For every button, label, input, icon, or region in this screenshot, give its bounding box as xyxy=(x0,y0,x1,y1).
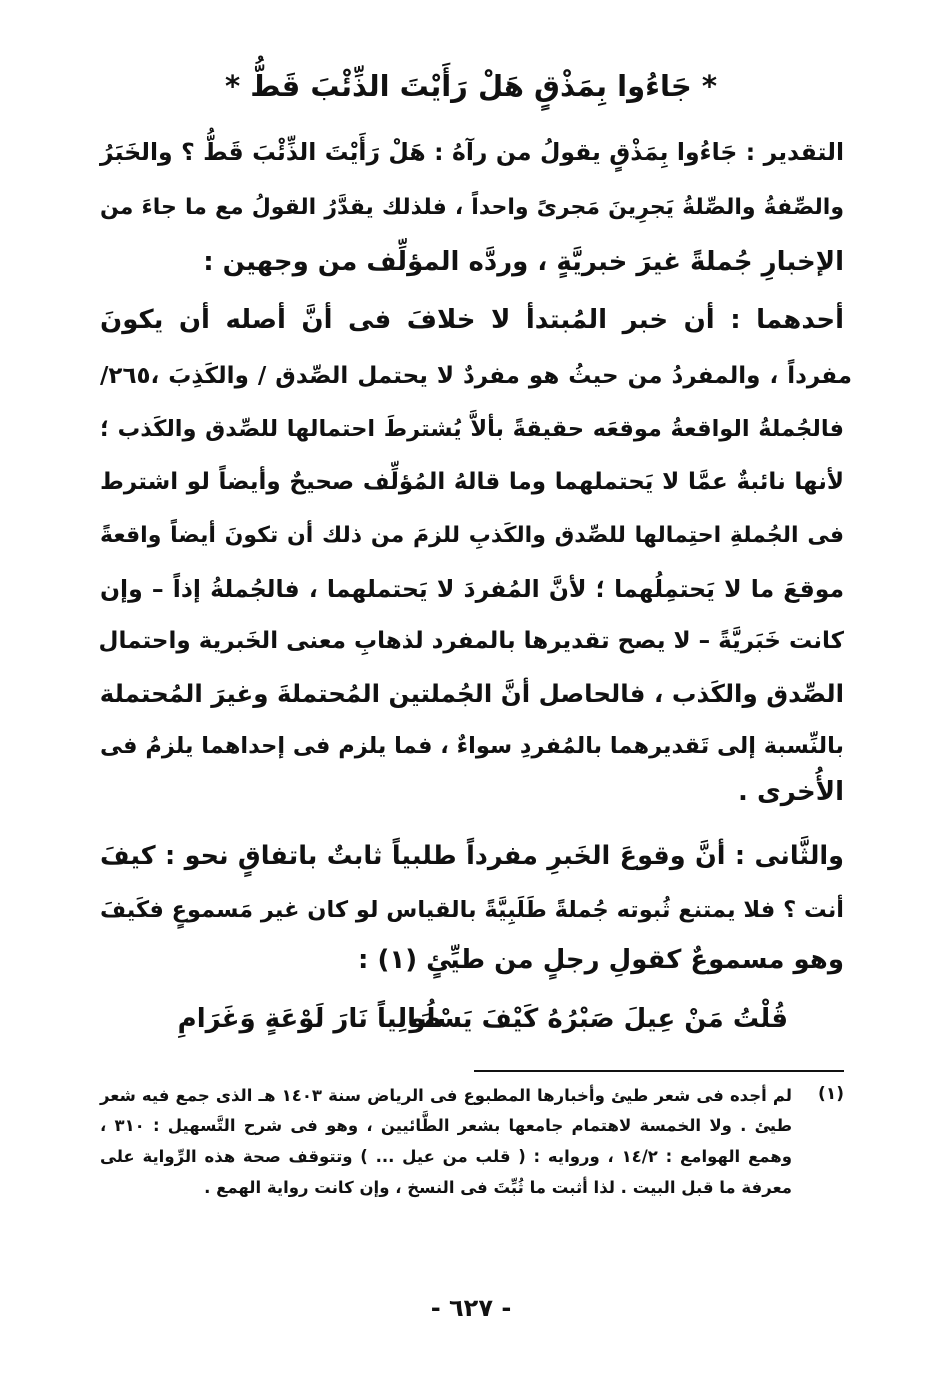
text-line: كانت خَبَريَّةً – لا يصح تقديرها بالمفرد لذهابِ معنى الخَبرية واحتمال xyxy=(98,628,844,654)
footnote-line: معرفة ما قبل البيت . لذا أثبت ما ثُبِّتَ فى النسخ ، وإن كانت رواية الهمع . xyxy=(204,1178,792,1197)
text-line: الأُخرى . xyxy=(738,777,844,807)
footnote-line: لم أجده فى شعر طيئ وأخبارها المطبوع فى الرياض سنة ١٤٠٣ هـ الذى جمع فيه شعر xyxy=(100,1086,792,1105)
footnote-line: طيئ . ولا الخمسة لاهتمام جامعها بشعر الطَّائيين ، وهو فى شرح التَّسهيل : ٣١٠ ، xyxy=(100,1116,792,1135)
verse-hemistich-first: قُلْتُ مَنْ عِيلَ صَبْرُهُ كَيْفَ يَسْلُو xyxy=(409,1004,788,1034)
text-line: أنت ؟ فلا يمتنع ثُبوته جُملةً طَلَبِيَّةً بالقياس لو كان غير مَسموعٍ فكَيفَ xyxy=(100,897,844,923)
text-line: والثَّانى : أنَّ وقوعَ الخَبرِ مفرداً طلبياً ثابتٌ باتفاقٍ نحو : كيفَ xyxy=(100,841,844,871)
text-line: مفرداً ، والمفردُ من حيثُ هو مفردٌ لا يحتمل الصِّدق / والكَذِبَ ،٢٦٥/ xyxy=(100,363,852,389)
text-line: الإخبارِ جُملةً غيرَ خبريَّةٍ ، وردَّه المؤلِّف من وجهين : xyxy=(203,247,844,277)
footnote-number: (١) xyxy=(818,1084,844,1104)
text-line: التقدير : جَاءُوا بِمَذْقٍ يقولُ من رآهُ : هَلْ رَأَيْتَ الذِّئْبَ قَطُّ ؟ والخَبَرُ xyxy=(100,138,844,166)
text-line: أحدهما : أن خبر المُبتدأ لا خلافَ فى أنَّ أصله أن يكونَ xyxy=(100,305,844,335)
text-line: وهو مسموعٌ كقولِ رجلٍ من طيِّئٍ (١) : xyxy=(358,945,844,975)
footnote-line: وهمع الهوامع : ١٤/٢ ، وروايه : ( قلب من عيل ... ) وتتوقف صحة هذه الرِّواية على xyxy=(100,1147,792,1166)
text-line: الصِّدق والكَذب ، فالحاصل أنَّ الجُملتين المُحتملةَ وغيرَ المُحتملة xyxy=(99,679,844,708)
text-line: فى الجُملةِ احتِمالها للصِّدق والكَذبِ للزمَ من ذلك أن تكونَ أيضاً واقعةً xyxy=(100,523,844,548)
text-line: موقعَ ما لا يَحتمِلُهما ؛ لأنَّ المُفردَ لا يَحتملهما ، فالجُملةُ إذاً – وإن xyxy=(100,575,844,603)
verse-hemistich-second: صَالِياً نَارَ لَوْعَةٍ وَغَرَامِ xyxy=(177,1004,442,1034)
text-line: فالجُملةُ الواقعةُ موقعَه حقيقةً بألاَّ يُشترطَ احتمالها للصِّدق والكَذب ؛ xyxy=(100,416,844,442)
section-heading: * جَاءُوا بِمَذْقٍ هَلْ رَأَيْتَ الذِّئْبَ قَطُّ * xyxy=(224,69,718,103)
footnote-divider xyxy=(474,1070,844,1072)
text-line: والصِّفةُ والصِّلةُ يَجرِينَ مَجرىً واحداً ، فلذلك يقدَّرُ القولُ مع ما جاءَ من xyxy=(100,195,844,220)
page-number: - ٦٢٧ - xyxy=(430,1294,512,1322)
text-line: لأنها نائبةٌ عمَّا لا يَحتملهما وما قالهُ المُؤلِّف صحيحٌ وأيضاً لو اشترط xyxy=(100,469,844,495)
text-line: بالنِّسبة إلى تَقديرهما بالمُفردِ سواءٌ ، فما يلزم فى إحداهما يلزمُ فى xyxy=(100,733,844,759)
